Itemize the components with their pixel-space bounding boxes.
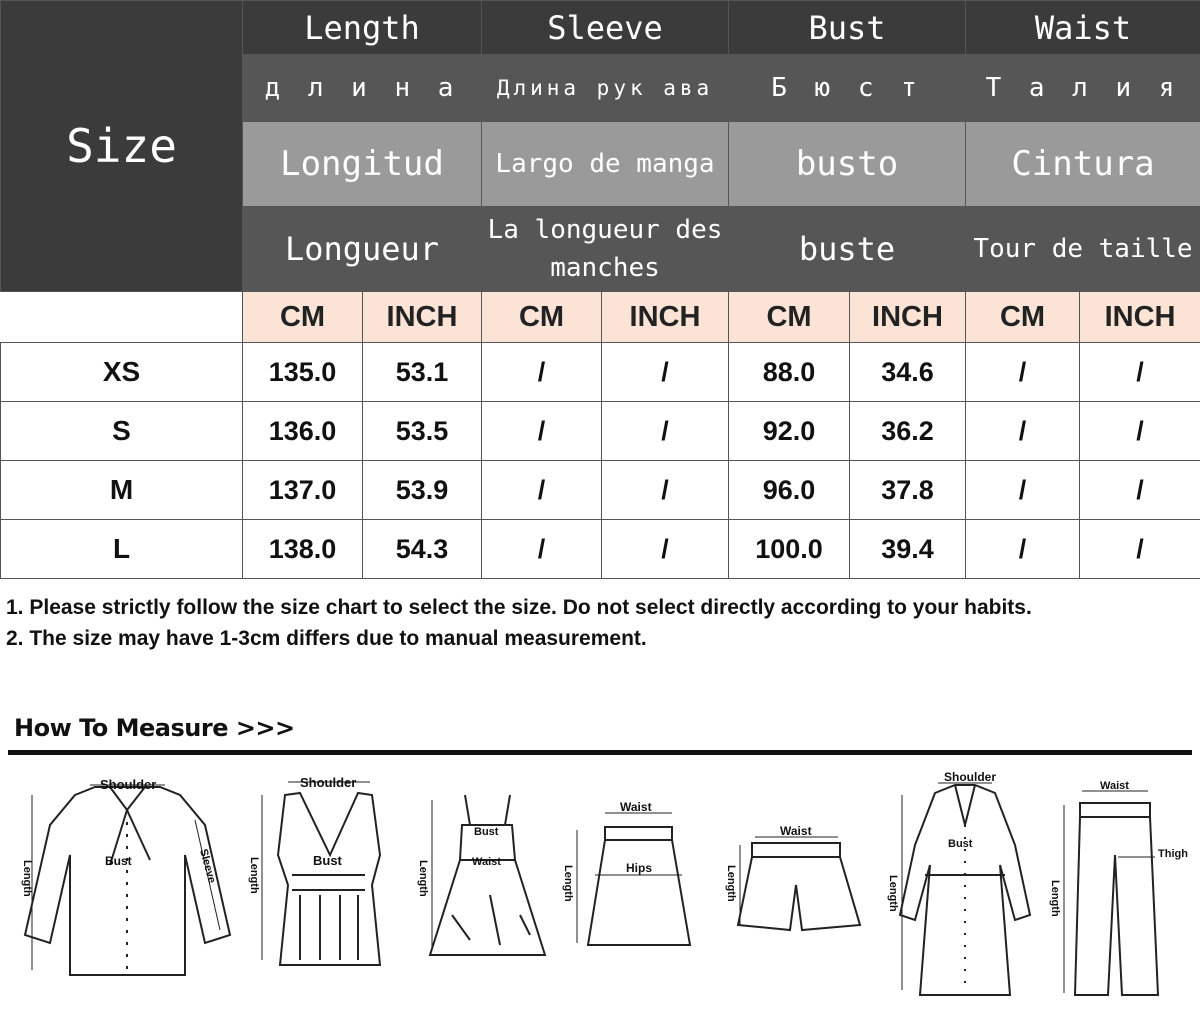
label-hips: Hips: [626, 861, 653, 875]
value-cell: /: [482, 461, 602, 520]
label-bust: Bust: [313, 853, 342, 868]
unit-cell: CM: [243, 292, 363, 343]
size-cell: XS: [1, 343, 243, 402]
label-waist: Waist: [780, 824, 812, 838]
table-row: [1, 520, 1200, 579]
value-cell: 92.0: [729, 402, 850, 461]
header-bust-en: Bust: [729, 1, 966, 55]
table-row: [1, 402, 1200, 461]
heading-rule: [8, 750, 1192, 755]
header-bust-es: busto: [729, 122, 966, 207]
value-cell: /: [602, 461, 729, 520]
header-waist-fr: Tour de taille: [966, 207, 1200, 292]
size-header: Size: [1, 1, 243, 292]
label-bust: Bust: [948, 838, 973, 850]
value-cell: /: [482, 520, 602, 579]
value-cell: /: [966, 461, 1080, 520]
value-cell: /: [1080, 402, 1200, 461]
value-cell: /: [966, 343, 1080, 402]
value-cell: /: [602, 402, 729, 461]
value-cell: /: [1080, 461, 1200, 520]
value-cell: 37.8: [850, 461, 966, 520]
unit-cell: INCH: [1080, 292, 1200, 343]
value-cell: 96.0: [729, 461, 850, 520]
vest-figure: [248, 775, 380, 965]
size-cell: S: [1, 402, 243, 461]
value-cell: 36.2: [850, 402, 966, 461]
size-notes: [6, 592, 1196, 654]
header-sleeve-en: Sleeve: [482, 1, 729, 55]
header-length-es: Longitud: [243, 122, 482, 207]
value-cell: 138.0: [243, 520, 363, 579]
value-cell: 34.6: [850, 343, 966, 402]
value-cell: /: [602, 520, 729, 579]
value-cell: /: [966, 520, 1080, 579]
header-bust-ru: Б ю с т: [729, 55, 966, 122]
value-cell: 53.1: [363, 343, 482, 402]
label-length: Length: [562, 865, 574, 902]
header-waist-es: Cintura: [966, 122, 1200, 207]
value-cell: 54.3: [363, 520, 482, 579]
value-cell: /: [482, 343, 602, 402]
label-length: Length: [725, 865, 737, 902]
size-cell: L: [1, 520, 243, 579]
unit-cell: CM: [966, 292, 1080, 343]
value-cell: 100.0: [729, 520, 850, 579]
value-cell: 53.9: [363, 461, 482, 520]
label-bust: Bust: [474, 826, 499, 838]
header-length-ru: д л и н а: [243, 55, 482, 122]
measure-figures: [0, 765, 1200, 1015]
value-cell: 136.0: [243, 402, 363, 461]
table-row: [1, 343, 1200, 402]
value-cell: /: [482, 402, 602, 461]
header-length-en: Length: [243, 1, 482, 55]
note-2: 2. The size may have 1-3cm differs due to manual measurement.: [6, 627, 647, 650]
value-cell: 137.0: [243, 461, 363, 520]
unit-cell: CM: [729, 292, 850, 343]
label-shoulder: Shoulder: [944, 770, 997, 784]
label-waist: Waist: [472, 856, 501, 868]
header-sleeve-fr: La longueur des manches: [482, 207, 729, 292]
value-cell: /: [602, 343, 729, 402]
header-bust-fr: buste: [729, 207, 966, 292]
unit-row-spacer: [1, 292, 243, 343]
coat-figure: [887, 770, 1030, 995]
unit-cell: CM: [482, 292, 602, 343]
header-sleeve-ru: Длина рук ава: [482, 55, 729, 122]
label-waist: Waist: [620, 800, 652, 814]
table-row: [1, 461, 1200, 520]
pants-figure: [1049, 780, 1188, 995]
value-cell: 135.0: [243, 343, 363, 402]
label-length: Length: [248, 857, 260, 894]
value-cell: /: [1080, 343, 1200, 402]
note-1: 1. Please strictly follow the size chart to select the size. Do not select directly according to your habits.: [6, 596, 1032, 619]
label-bust: Bust: [105, 854, 132, 868]
shorts-figure: [725, 824, 860, 930]
unit-cell: INCH: [602, 292, 729, 343]
value-cell: /: [1080, 520, 1200, 579]
header-waist-en: Waist: [966, 1, 1200, 55]
size-cell: M: [1, 461, 243, 520]
header-sleeve-es: Largo de manga: [482, 122, 729, 207]
blouse-figure: [21, 777, 230, 975]
value-cell: /: [966, 402, 1080, 461]
header-waist-ru: Т а л и я: [966, 55, 1200, 122]
dress-figure: [417, 795, 545, 955]
how-to-measure-heading: How To Measure >>>: [14, 714, 295, 742]
label-waist: Waist: [1100, 780, 1129, 792]
value-cell: 39.4: [850, 520, 966, 579]
label-shoulder: Shoulder: [300, 775, 357, 790]
label-shoulder: Shoulder: [100, 777, 157, 792]
label-thigh: Thigh: [1158, 848, 1188, 860]
label-length: Length: [887, 875, 899, 912]
unit-cell: INCH: [850, 292, 966, 343]
label-length: Length: [417, 860, 429, 897]
skirt-figure: [562, 800, 690, 945]
label-sleeve: Sleeve: [197, 847, 218, 885]
unit-cell: INCH: [363, 292, 482, 343]
value-cell: 53.5: [363, 402, 482, 461]
value-cell: 88.0: [729, 343, 850, 402]
header-length-fr: Longueur: [243, 207, 482, 292]
label-length: Length: [21, 860, 33, 897]
label-length: Length: [1049, 880, 1061, 917]
